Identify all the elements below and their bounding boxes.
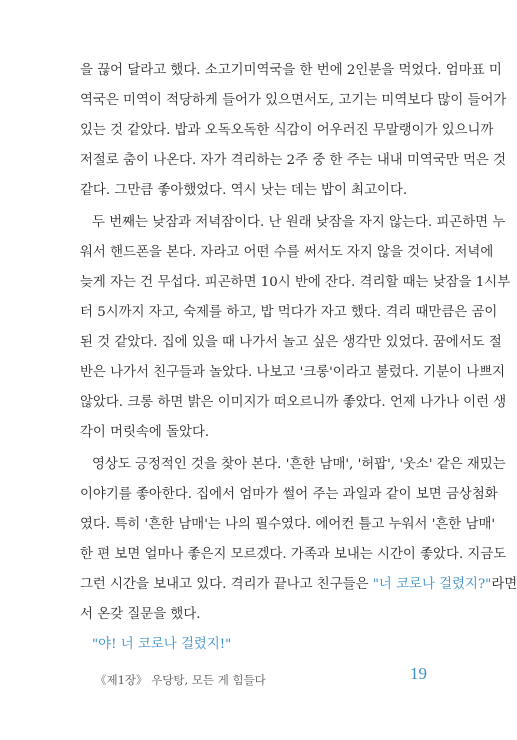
highlighted-quote: "야! 너 코로나 걸렸지!" (92, 637, 232, 652)
page-number: 19 (410, 664, 427, 683)
paragraph-3-line-1: 영상도 긍정적인 것을 찾아 본다. '흔한 남매', '허팝', '웃소' 같은 재밌는 (92, 457, 506, 472)
paragraph-1-line-2: 역국은 미역이 적당하게 들어가 있으면서도, 고기는 미역보다 많이 들어가 (80, 93, 507, 108)
paragraph-3-line-2: 이야기를 좋아한다. 집에서 엄마가 썰어 주는 과일과 같이 보면 금상첨화 (80, 487, 498, 502)
paragraph-3-line-4: 한 편 보면 얼마나 좋은지 모르겠다. 가족과 보내는 시간이 좋았다. 지금도 (80, 547, 507, 562)
paragraph-2-line-2: 워서 핸드폰을 본다. 자라고 어떤 수를 써서도 자지 않을 것이다. 저녁에 (80, 245, 494, 260)
paragraph-2-line-3: 늦게 자는 건 무섭다. 피곤하면 10시 반에 잔다. 격리할 때는 낮잠을 1시부 (80, 275, 511, 290)
paragraph-1-line-3: 있는 것 같았다. 밥과 오독오독한 식감이 어우러진 무말랭이가 있으니까 (80, 123, 494, 138)
paragraph-3-line-5-end: 라면 (491, 577, 517, 592)
chapter-title-footer: 《제1장》 우당탕, 모든 게 힘들다 (95, 673, 266, 687)
paragraph-3-line-5 (80, 571, 517, 599)
paragraph-2-line-4: 터 5시까지 자고, 숙제를 하고, 밥 먹다가 자고 했다. 격리 때만큼은 곰이 (80, 305, 498, 320)
paragraph-2-line-1: 두 번째는 낮잠과 저녁잠이다. 난 원래 낮잠을 자지 않는다. 피곤하면 누 (92, 215, 506, 230)
paragraph-1-line-4: 저절로 춤이 나온다. 자가 격리하는 2주 중 한 주는 내내 미역국만 먹은 것 (80, 153, 507, 168)
paragraph-3-line-6: 서 온갖 질문을 했다. (80, 607, 201, 622)
paragraph-2-line-5: 된 것 같았다. 집에 있을 때 나가서 놀고 싶은 생각만 있었다. 꿈에서도 절 (80, 335, 502, 350)
paragraph-2-line-8: 각이 머릿속에 돌았다. (80, 425, 210, 440)
paragraph-2-line-6: 반은 나가서 친구들과 놀았다. 나보고 '크롱'이라고 불렀다. 기분이 나쁘지 (80, 365, 506, 380)
highlighted-quote-inline: "너 코로나 걸렸지?" (372, 577, 492, 592)
paragraph-2-line-7: 않았다. 크롱 하면 밝은 이미지가 떠오르니까 좋았다. 언제 나가나 이런 생 (80, 395, 507, 410)
paragraph-3-line-3: 였다. 특히 '흔한 남매'는 나의 필수였다. 에어컨 틀고 누워서 '흔한 남매' (80, 517, 496, 532)
paragraph-3-line-5-start: 그런 시간을 보내고 있다. 격리가 끝나고 친구들은 (80, 577, 373, 592)
paragraph-1-line-5: 같다. 그만큼 좋아했었다. 역시 낫는 데는 밥이 최고이다. (80, 183, 408, 198)
paragraph-1-line-1: 을 끊어 달라고 했다. 소고기미역국을 한 번에 2인분을 먹었다. 엄마표 미 (80, 63, 502, 78)
